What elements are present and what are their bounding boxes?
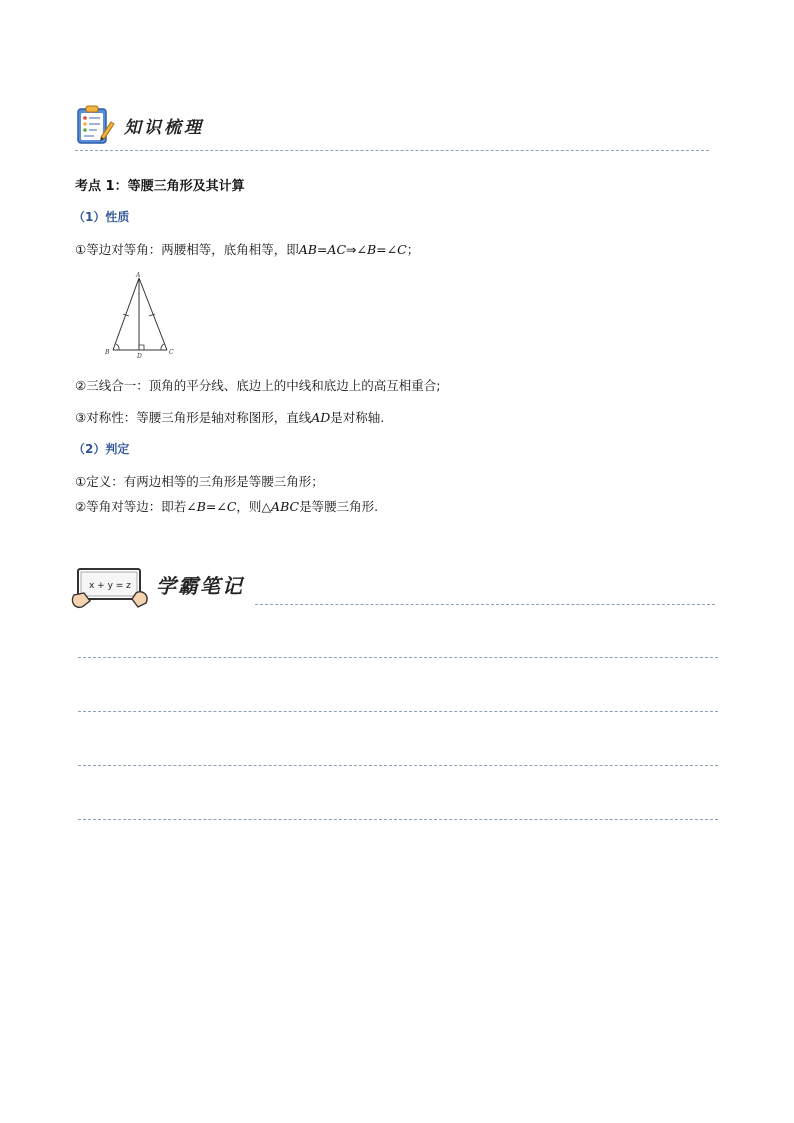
topic-heading: 考点 1：等腰三角形及其计算	[75, 179, 245, 194]
vertex-label-c: C	[169, 349, 174, 356]
clipboard-checklist-icon	[75, 104, 115, 146]
vertex-label-d: D	[137, 353, 142, 360]
paragraph-equal-sides-angles: ①等边对等角：两腰相等，底角相等，即AB=AC⇒∠B=∠C；	[75, 242, 420, 257]
paragraph-symmetry: ③对称性：等腰三角形是轴对称图形，直线AD是对称轴.	[75, 410, 385, 425]
vertex-label-b: B	[105, 349, 110, 356]
notes-line-1	[255, 604, 715, 605]
isosceles-triangle-figure	[100, 270, 185, 360]
section-title: 知识梳理	[124, 118, 204, 138]
notes-line-3	[78, 711, 718, 712]
notes-title: 学霸笔记	[156, 574, 244, 598]
paragraph-equal-angles-sides: ②等角对等边：即若∠B=∠C，则△ABC是等腰三角形.	[75, 499, 379, 514]
subheading-criteria: （2）判定	[73, 442, 130, 456]
vertex-label-a: A	[136, 272, 141, 279]
paragraph-three-lines-coincide: ②三线合一：顶角的平分线、底边上的中线和底边上的高互相重合;	[75, 378, 441, 393]
header-divider	[75, 150, 709, 151]
chalkboard-hands-icon	[70, 565, 152, 613]
subheading-properties: （1）性质	[73, 210, 130, 224]
notes-line-5	[78, 819, 718, 820]
paragraph-definition: ①定义：有两边相等的三角形是等腰三角形；	[75, 474, 324, 489]
notes-line-4	[78, 765, 718, 766]
board-equation: x + y = z	[89, 581, 131, 591]
notes-line-2	[78, 657, 718, 658]
